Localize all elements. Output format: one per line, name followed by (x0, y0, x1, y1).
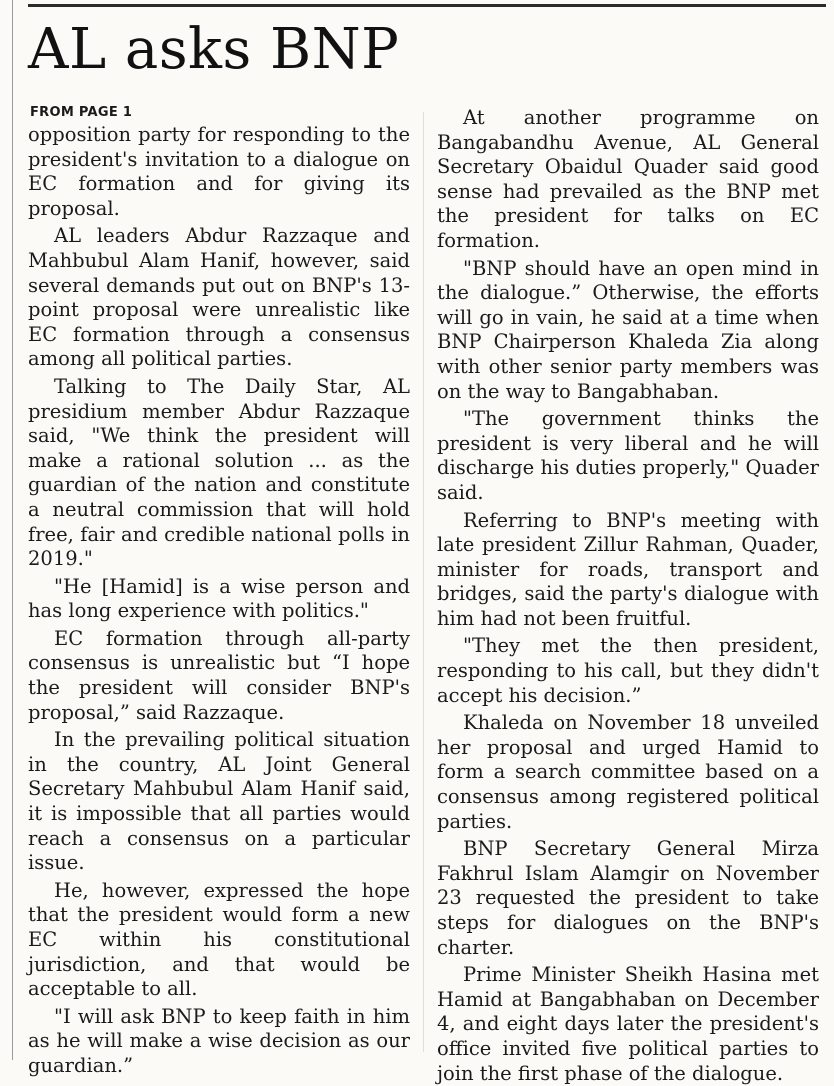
paragraph: "They met the then president, responding to his call, but they didn't accept his decision.” (437, 634, 819, 707)
paragraph: EC formation through all-party consensus is unrealistic but “I hope the president will consider BNP's proposal,” said Razzaque. (28, 626, 410, 724)
left-column-rule (12, 0, 13, 1060)
top-rule (28, 4, 826, 7)
paragraph: In the prevailing political situation in the country, AL Joint General Secretary Mahbubul Alam Hanif said, it is impossible that all parties would reach a consensus on a particular issue. (28, 728, 410, 875)
paragraph: Prime Minister Sheikh Hasina met Hamid at Bangabhaban on December 4, and eight days later the president's office invited five political parties to join the first phase of the dialogue. (437, 963, 819, 1085)
paragraph: At another programme on Bangabandhu Avenue, AL General Secretary Obaidul Quader said good sense had prevailed as the BNP met the president for talks on EC formation. (437, 106, 819, 252)
headline: AL asks BNP (28, 17, 400, 82)
paragraph: Referring to BNP's meeting with late president Zillur Rahman, Quader, minister for roads, transport and bridges, said the party's dialogue with him had not been fruitful. (437, 508, 819, 630)
left-column (28, 104, 410, 1077)
paragraph: opposition party for responding to the president's invitation to a dialogue on EC formation and for giving its proposal. (28, 123, 410, 220)
right-column (437, 106, 819, 1085)
paragraph: Khaleda on November 18 unveiled her proposal and urged Hamid to form a search committee based on a consensus among registered political parties. (437, 711, 819, 833)
paragraph: BNP Secretary General Mirza Fakhrul Islam Alamgir on November 23 requested the president to take steps for dialogues on the BNP's charter. (437, 837, 819, 959)
paragraph: "The government thinks the president is very liberal and he will discharge his duties properly," Quader said. (437, 407, 819, 504)
paragraph: "I will ask BNP to keep faith in him as he will make a wise decision as our guardian.” (28, 1004, 410, 1077)
kicker: FROM PAGE 1 (30, 105, 133, 120)
paragraph: AL leaders Abdur Razzaque and Mahbubul Alam Hanif, however, said several demands put out on BNP's 13-point proposal were unrealistic like EC formation through a consensus among all political parties. (28, 224, 410, 371)
paragraph: "BNP should have an open mind in the dialogue.” Otherwise, the efforts will go in vain, he said at a time when BNP Chairperson Khaleda Zia along with other senior party members was on the way to Bangabhaban. (437, 256, 819, 403)
paragraph: Talking to The Daily Star, AL presidium member Abdur Razzaque said, "We think the president will make a rational solution ... as the guardian of the nation and constitute a neutral commission that will hold free, fair and credible national polls in 2019." (28, 374, 410, 571)
paragraph: He, however, expressed the hope that the president would form a new EC within his constitutional jurisdiction, and that would be acceptable to all. (28, 878, 410, 1001)
paragraph: "He [Hamid] is a wise person and has long experience with politics." (28, 574, 410, 623)
column-gutter (423, 112, 424, 1052)
